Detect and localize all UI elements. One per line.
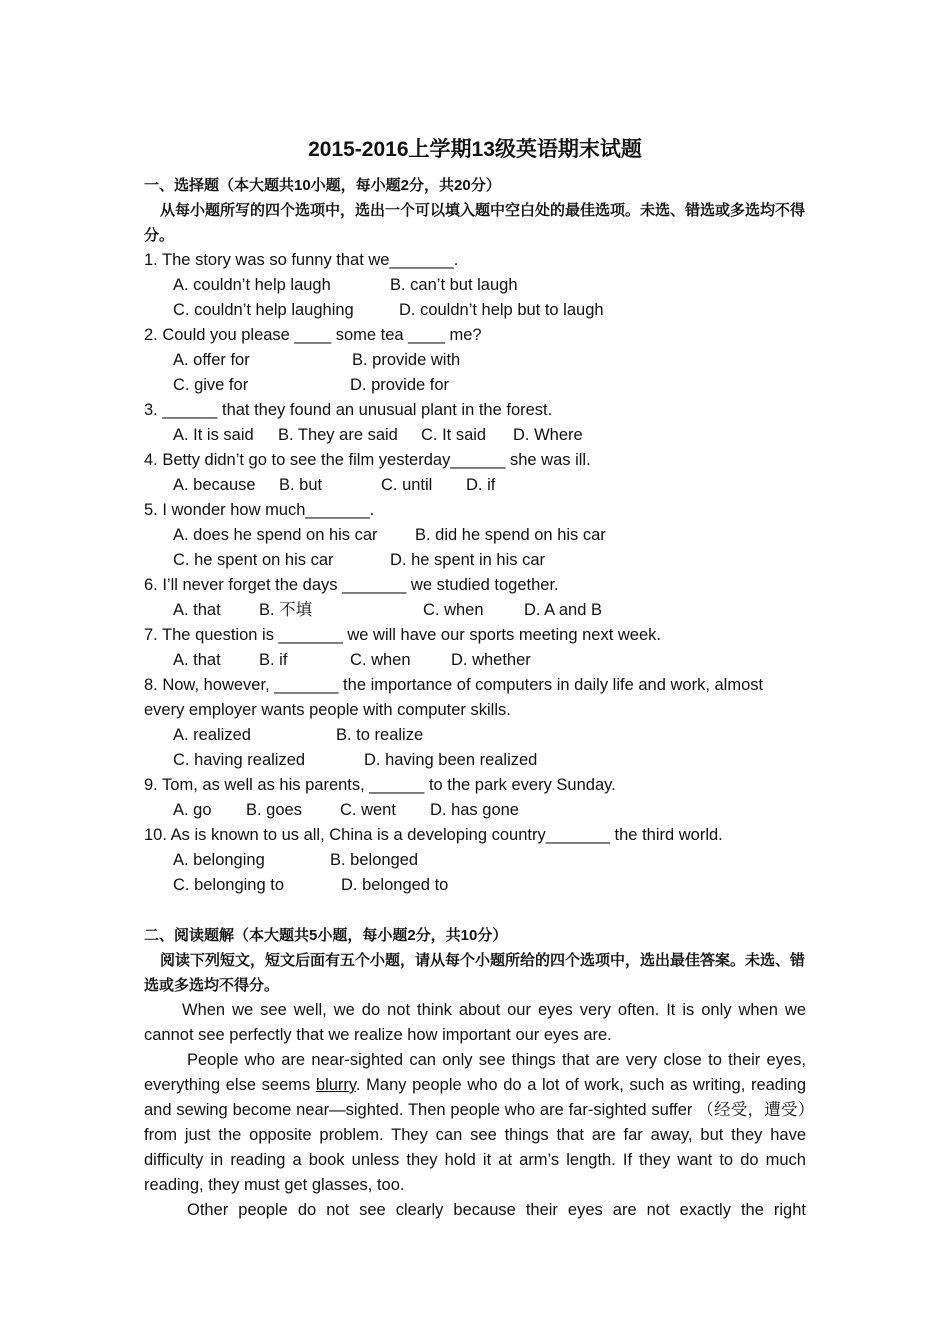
- option-a: A. couldn’t help laugh: [173, 276, 331, 294]
- question-8-options-row-2: [173, 748, 806, 773]
- question-2-options-row-2: [173, 373, 806, 398]
- page-title: 2015-2016上学期13级英语期末试题: [308, 138, 642, 161]
- option-d: D. belonged to: [341, 876, 449, 894]
- question-6-options: [173, 598, 806, 623]
- question-2: 2. Could you please ____ some tea ____ me?: [144, 326, 482, 344]
- question-4: 4. Betty didn’t go to see the film yesterday______ she was ill.: [144, 451, 591, 469]
- option-a: A. that: [173, 651, 221, 669]
- option-c: C. couldn’t help laughing: [173, 301, 354, 319]
- option-c: C. went: [340, 801, 396, 819]
- question-5-options-row-1: [173, 523, 806, 548]
- option-a: A. realized: [173, 726, 251, 744]
- content-body: [144, 173, 806, 1223]
- question-5-options-row-2: [173, 548, 806, 573]
- paragraph-2-part-2: . Many people who do a lot of work, such as writing, reading and sewing become near—sighted. Then people who are far-sighted suffer （经受，遭受）from just the opposite problem. They can see things that are far away, but they have difficulty in reading a book unless they hold it at arm’s length. If they want to do much reading, they must get glasses, too.: [144, 1076, 806, 1194]
- question-3-options: [173, 423, 806, 448]
- question-1-options-row-2: [173, 298, 806, 323]
- option-b: B. They are said: [278, 426, 398, 444]
- question-7-options: [173, 648, 806, 673]
- option-d: D. has gone: [430, 801, 519, 819]
- question-5: 5. I wonder how much_______.: [144, 501, 375, 519]
- option-c: C. belonging to: [173, 876, 284, 894]
- question-10-options-row-2: [173, 873, 806, 898]
- option-a: A. does he spend on his car: [173, 526, 378, 544]
- question-3: 3. ______ that they found an unusual plant in the forest.: [144, 401, 553, 419]
- passage-paragraph-1: When we see well, we do not think about our eyes very often. It is only when we cannot see perfectly that we realize how important our eyes are.: [144, 1001, 806, 1044]
- option-a: A. It is said: [173, 426, 254, 444]
- question-4-options: [173, 473, 806, 498]
- question-9-options: [173, 798, 806, 823]
- option-d: D. whether: [451, 651, 531, 669]
- option-b: B. can’t but laugh: [390, 276, 518, 294]
- question-8-options-row-1: [173, 723, 806, 748]
- option-b: B. if: [259, 651, 288, 669]
- option-a: A. belonging: [173, 851, 265, 869]
- option-d: D. provide for: [350, 376, 450, 394]
- option-b: B. 不填: [259, 601, 313, 619]
- option-b: B. but: [279, 476, 323, 494]
- spacer: [144, 898, 806, 923]
- option-a: A. that: [173, 601, 221, 619]
- option-d: D. couldn’t help but to laugh: [399, 301, 604, 319]
- option-c: C. having realized: [173, 751, 306, 769]
- question-1-options-row-1: [173, 273, 806, 298]
- option-d: D. he spent in his car: [390, 551, 545, 569]
- question-6: 6. I’ll never forget the days _______ we studied together.: [144, 576, 559, 594]
- option-b: B. did he spend on his car: [415, 526, 606, 544]
- option-a: A. because: [173, 476, 256, 494]
- option-c: C. when: [423, 601, 484, 619]
- option-d: D. having been realized: [364, 751, 538, 769]
- section1-instruction: 从每小题所写的四个选项中，选出一个可以填入题中空白处的最佳选项。未选、错选或多选均不得分。: [144, 202, 806, 244]
- section2-heading: 二、阅读题解（本大题共5小题，每小题2分，共10分）: [144, 927, 508, 944]
- option-d: D. Where: [513, 426, 583, 444]
- option-a: A. go: [173, 801, 212, 819]
- question-1: 1. The story was so funny that we_______.: [144, 251, 459, 269]
- question-7: 7. The question is _______ we will have our sports meeting next week.: [144, 626, 661, 644]
- option-b: B. belonged: [330, 851, 419, 869]
- option-a: A. offer for: [173, 351, 250, 369]
- paragraph-2-part-1: People who are near-sighted can only see things that are very close to their eyes, everything else seems: [144, 1051, 806, 1094]
- option-b: B. provide with: [352, 351, 461, 369]
- question-9: 9. Tom, as well as his parents, ______ to the park every Sunday.: [144, 776, 616, 794]
- passage-paragraph-2: [144, 1048, 806, 1198]
- option-d: D. if: [466, 476, 496, 494]
- question-10-options-row-1: [173, 848, 806, 873]
- option-c: C. until: [381, 476, 433, 494]
- option-b: B. goes: [246, 801, 302, 819]
- question-10: 10. As is known to us all, China is a developing country_______ the third world.: [144, 826, 723, 844]
- question-8: 8. Now, however, _______ the importance of computers in daily life and work, almost every employer wants people with computer skills.: [144, 676, 764, 719]
- option-c: C. he spent on his car: [173, 551, 334, 569]
- question-2-options-row-1: [173, 348, 806, 373]
- underlined-word: blurry: [315, 1076, 356, 1094]
- section1-heading: 一、选择题（本大题共10小题，每小题2分，共20分）: [144, 177, 501, 194]
- option-d: D. A and B: [524, 601, 602, 619]
- passage-paragraph-3: Other people do not see clearly because their eyes are not exactly the right: [187, 1201, 806, 1219]
- option-c: C. It said: [421, 426, 487, 444]
- option-c: C. give for: [173, 376, 249, 394]
- option-b: B. to realize: [336, 726, 424, 744]
- option-c: C. when: [350, 651, 411, 669]
- section2-instruction: 阅读下列短文，短文后面有五个小题，请从每个小题所给的四个选项中，选出最佳答案。未选、错选或多选均不得分。: [144, 952, 806, 994]
